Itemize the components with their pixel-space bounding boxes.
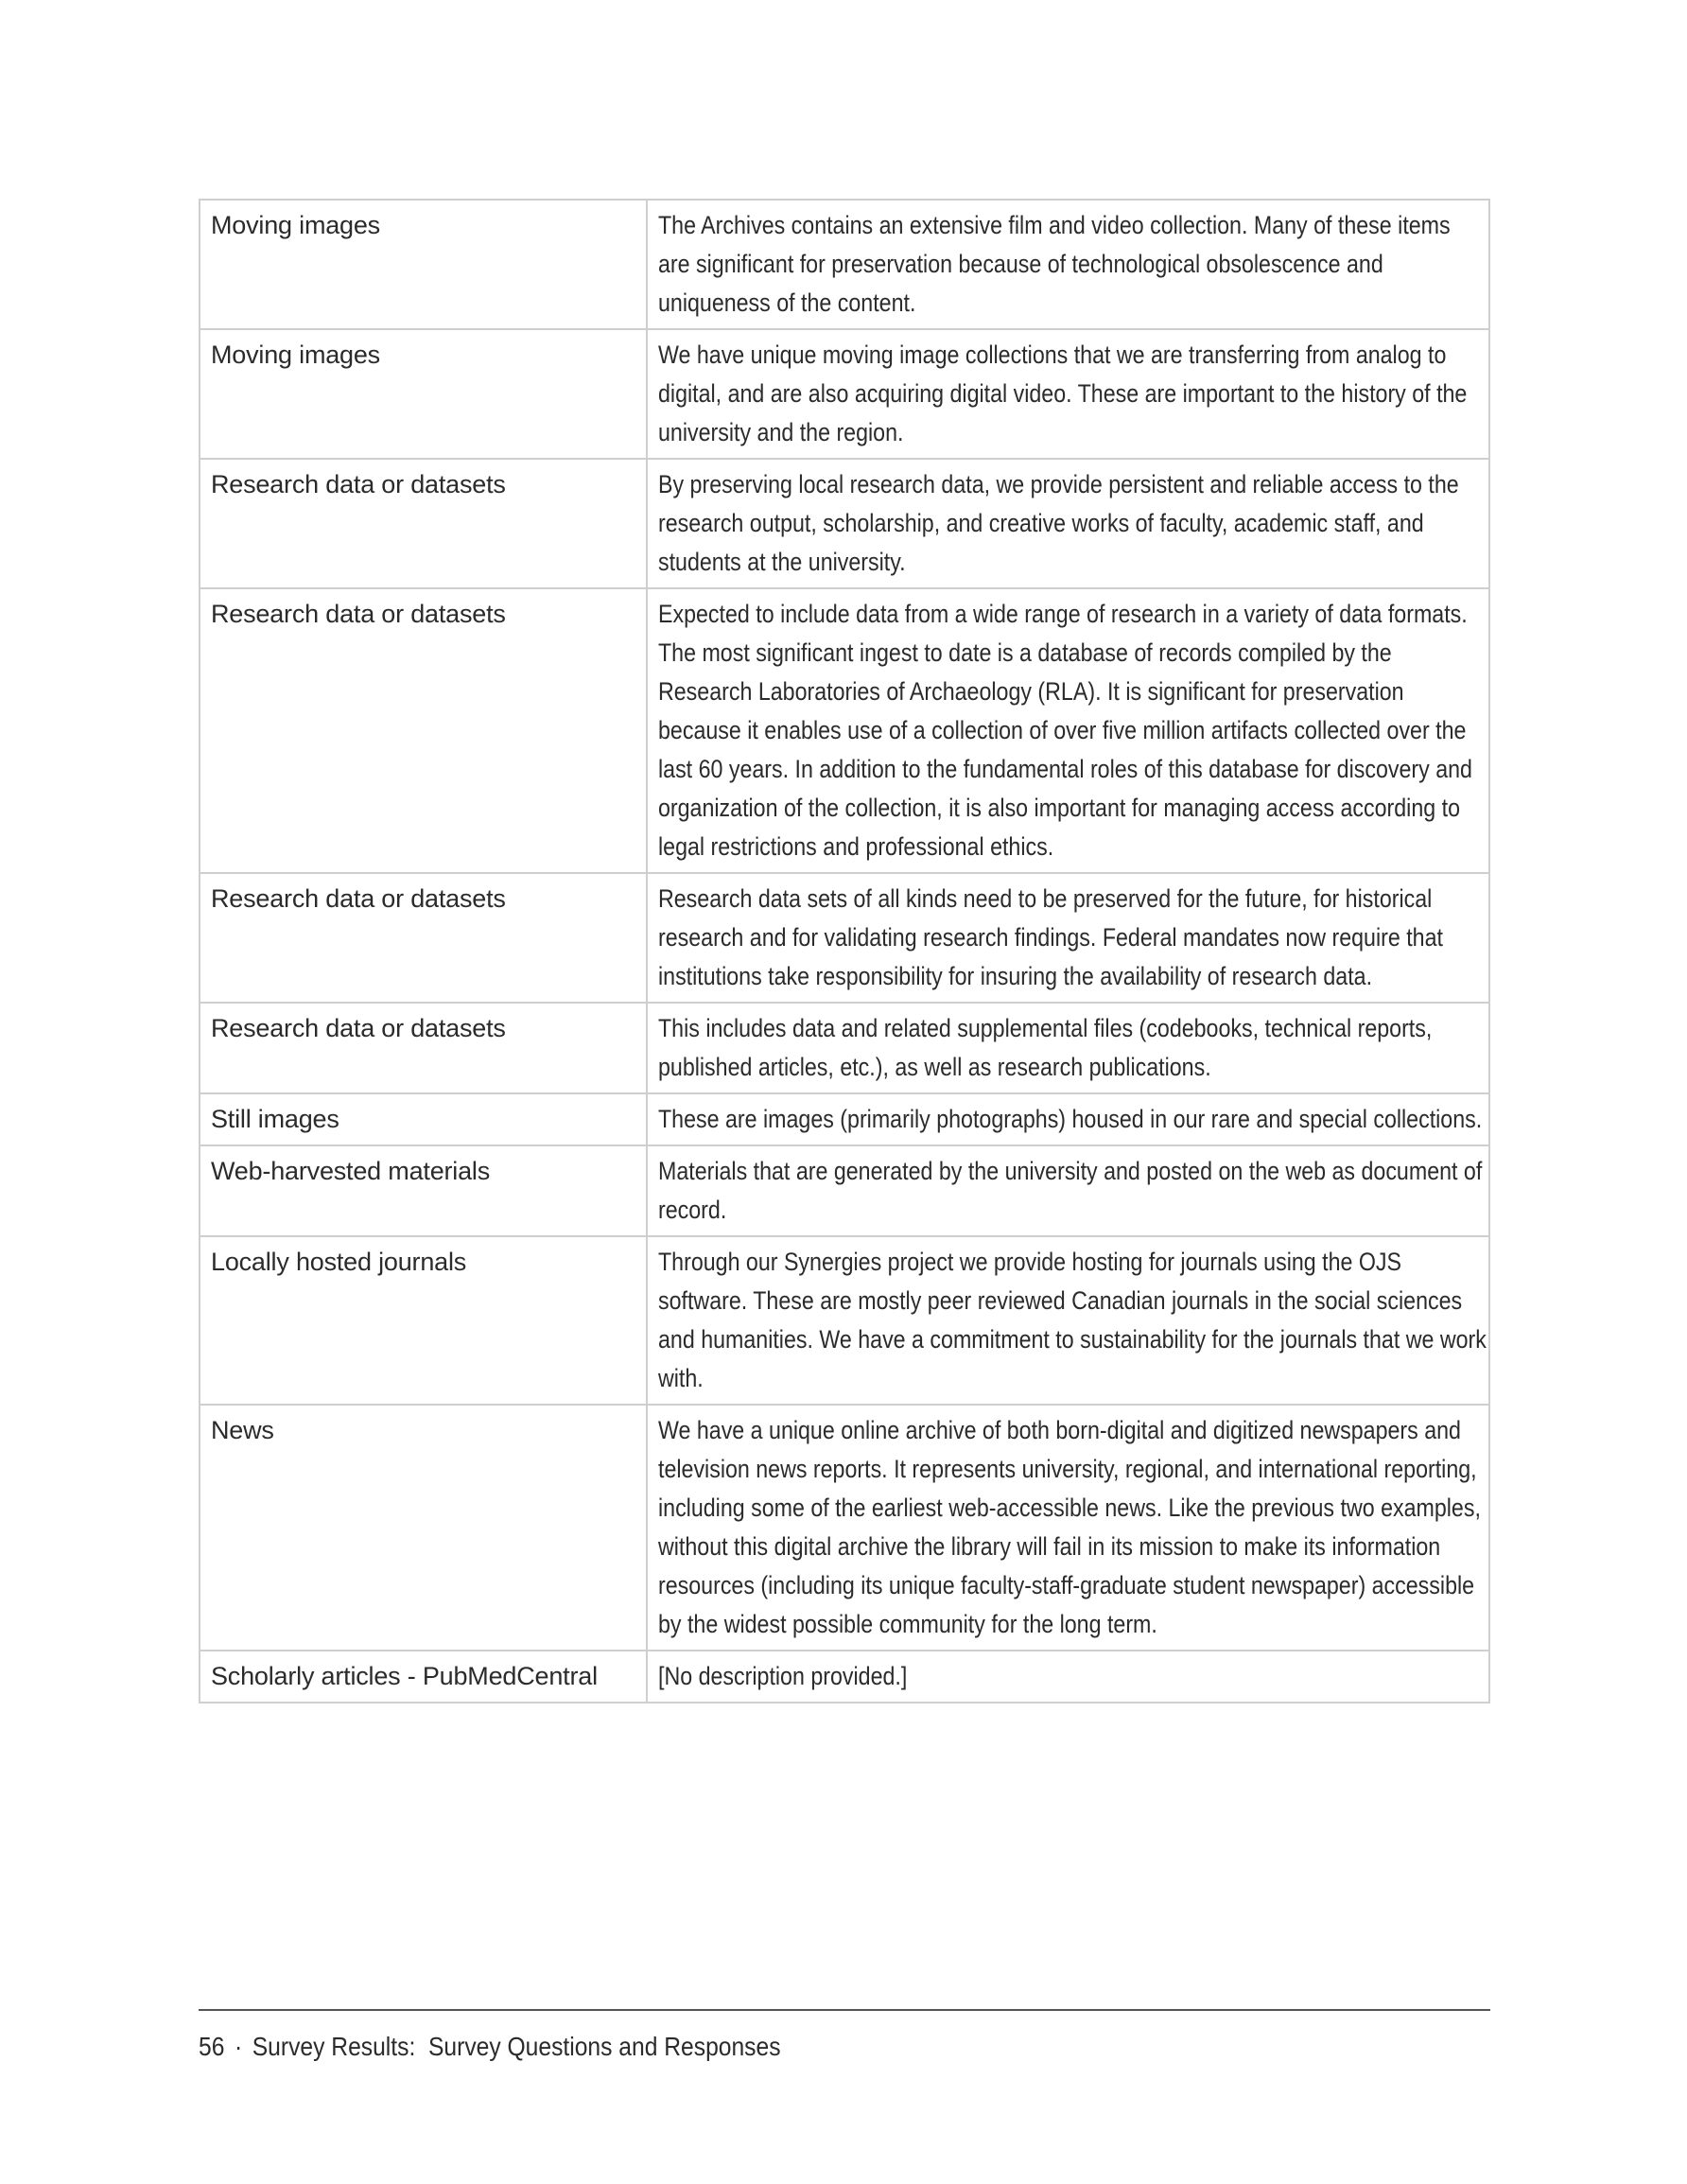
category-cell: Research data or datasets [200,873,647,1003]
footer-separator: · [234,2032,243,2061]
description-cell [647,1093,1489,1145]
table-row [200,200,1489,329]
description-text: By preserving local research data, we provide persistent and reliable access to the research output, scholarship, and creative works of faculty, academic staff, and students at the university. [658,470,1459,576]
table-row [200,329,1489,459]
category-cell: Moving images [200,200,647,329]
table-row [200,1003,1489,1093]
table-row [200,1405,1489,1651]
table-row [200,459,1489,588]
footer-divider [199,2009,1490,2011]
description-cell [647,873,1489,1003]
description-cell [647,200,1489,329]
description-text: Expected to include data from a wide range of research in a variety of data formats. The most significant ingest to date is a database of records compiled by the Research Laboratories of Archaeology (RLA). It is significant for preservation because it enables use of a collection of over five million artifacts collected over the last 60 years. In addition to the fundamental roles of this database for discovery and organization of the collection, it is also important for managing access according to legal restrictions and professional ethics. [658,600,1472,861]
description-cell [647,1236,1489,1405]
page-number: 56 [199,2032,225,2061]
section-title: Survey Results: Survey Questions and Responses [252,2032,781,2061]
category-cell: Research data or datasets [200,459,647,588]
table-row [200,1093,1489,1145]
description-cell [647,329,1489,459]
category-cell: Research data or datasets [200,588,647,873]
table-row [200,588,1489,873]
description-cell [647,1651,1489,1703]
category-cell: Still images [200,1093,647,1145]
category-cell: Scholarly articles - PubMedCentral [200,1651,647,1703]
table-row [200,873,1489,1003]
description-text: [No description provided.] [658,1662,908,1690]
description-cell [647,588,1489,873]
category-cell: Moving images [200,329,647,459]
responses-table [199,199,1490,1704]
description-cell [647,1145,1489,1236]
page-footer [199,2032,781,2062]
description-text: We have a unique online archive of both born-digital and digitized newspapers and television news reports. It represents university, regional, and international reporting, including some of the earliest web-accessible news. Like the previous two examples, without this digital archive the library will fail in its mission to make its information resources (including its unique faculty-staff-graduate student newspaper) accessible by the widest possible community for the long term. [658,1416,1481,1638]
description-text: We have unique moving image collections that we are transferring from analog to digital, and are also acquiring digital video. These are important to the history of the university and the region. [658,341,1468,446]
description-cell [647,1405,1489,1651]
category-cell: Web-harvested materials [200,1145,647,1236]
description-text: Research data sets of all kinds need to be preserved for the future, for historical research and for validating research findings. Federal mandates now require that institutions take responsibility for insuring the availability of research data. [658,884,1443,990]
table-row [200,1651,1489,1703]
description-cell [647,1003,1489,1093]
description-text: Materials that are generated by the university and posted on the web as document of record. [658,1157,1483,1224]
description-text: This includes data and related supplemental files (codebooks, technical reports, published articles, etc.), as well as research publications. [658,1014,1433,1081]
description-cell [647,459,1489,588]
category-cell: Research data or datasets [200,1003,647,1093]
description-text: Through our Synergies project we provide hosting for journals using the OJS software. These are mostly peer reviewed Canadian journals in the social sciences and humanities. We have a commitment to sustainability for the journals that we work with. [658,1248,1487,1392]
category-cell: Locally hosted journals [200,1236,647,1405]
table-row [200,1236,1489,1405]
description-text: These are images (primarily photographs) housed in our rare and special collections. [658,1105,1483,1133]
category-cell: News [200,1405,647,1651]
table-row [200,1145,1489,1236]
description-text: The Archives contains an extensive film and video collection. Many of these items are significant for preservation because of technological obsolescence and uniqueness of the content. [658,211,1451,317]
